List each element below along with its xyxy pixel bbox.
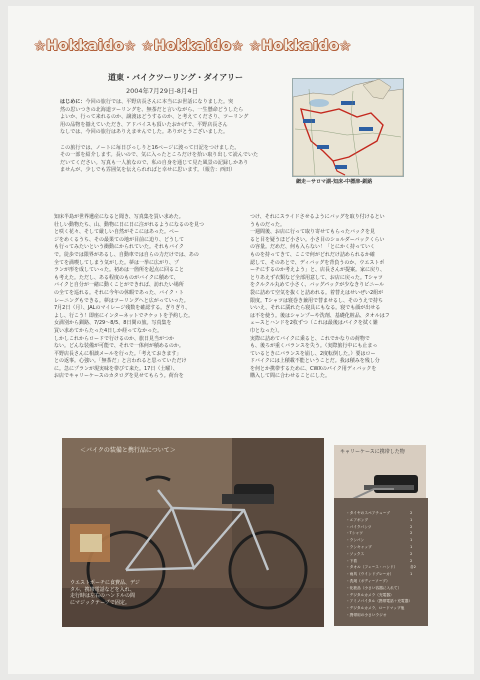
text-line: とりあえず衣類など全部用意して、お店に戻った。Tシャツ [250,274,383,281]
text-line: ジをめくるうち、その最果ての地が目前に迫り、どうして [54,236,185,243]
text-line: お店でキャリーケースのカタログを見せてもらう。荷台を [54,373,184,380]
text-line: に。急にプランが現実味を帯びて来た。17日（土曜）、 [54,365,178,372]
right-column [250,214,432,381]
item-qty: 1 [410,545,413,549]
text-line: も考えた。ただし、ある程度のものがバイクに積めて、 [54,274,179,281]
left-column [54,214,236,381]
text-line: は不を使う。後はシャンプーや洗剤、基礎化粧品、タオルはフ [250,312,390,319]
text-line: つけ、それにスライドさせるようにバッグを取り付けるとい [250,214,385,220]
text-line: 全てを満喫してしまう気がした。夢は一挙に広がり、プ [54,259,180,266]
text-line: を何とか携帯するために、CWXのパイク用ディバックを [250,365,377,372]
text-line: ると目を疑うほど小さい。小さ目のショルダーバックくらい [250,236,385,243]
item-name: ・Tシャツ [346,531,363,536]
diary-date: 2004年7月29日-8月4日 [126,87,199,95]
text-line: も、後ろが重くバランスを失う。（実際旅行中にも止まっ [250,343,378,350]
intro-line: はじめに：今回の旅行では、平野店長さんに本当にお世話になりました。突 [60,99,234,105]
text-line: ない。どんな装備が可能で、それで一体何が積めるのか。 [54,343,184,350]
text-line: をクルクル丸めて小さく、バッグパックが少なきりビニール [250,282,385,289]
item-qty: 各2 [410,565,417,570]
signature: （報告：西田） [202,167,236,174]
text-line: 女満別から釧路、7/29〜8/5、8日間の旅。写真集を [54,320,172,327]
route-map [292,78,404,177]
item-qty: 2 [410,524,413,529]
case-label: キャリーケースに携帯した物 [340,449,405,455]
item-qty: 2 [410,558,413,563]
text-line: ているときにバランスを崩し、2度転倒した。）要はロー [250,350,376,357]
star-icon: ☆ [249,39,262,54]
text-line: 平野店長さんに相談メールを行った。「考えておきます」 [54,350,182,357]
star-icon: ☆ [339,39,352,54]
item-name: ・タオル（フェース・ハンド） [346,565,398,570]
item-name: ・デジタルカメラ（充電器） [346,592,394,597]
item-name: ・タイヤのスペアチューブ [346,511,390,515]
banner-word-1: Hokkaido [46,38,124,54]
text-line: よし、行こう！即座にインターネットでチケットを予約した。 [54,312,194,319]
intro-line: 然の思いつきの北海道ツーリングを、無茶だと言いながら、一生懸命どうしたら [60,106,244,113]
text-line: バイクと自分が一緒に動くことができれば、訪れたい場所 [54,282,184,289]
item-qty: 1 [410,538,413,543]
text-line: レーニングもできる。夢はツーリングへと広がっていった。 [54,297,189,304]
star-icon: ☆ [141,39,154,54]
route-map-graphic [293,79,403,176]
text-line: 実際に詰めてバイクに乗ると、これでかなりの荷物で [250,335,370,342]
text-line: の容量。だめだ、何も入らない！「とにかく持っていく [250,244,376,251]
intro-line: 用の品物を揃えていただき、アドバイスも頂いたおかげで、平野店長さん [60,121,228,128]
map-caption: 網走－サロマ湖-知床-中標津-釧路 [296,179,373,185]
item-name: ・洗剤（ボディーソープ） [346,579,390,583]
item-name: ・エアポンプ [346,517,369,522]
item-name: ・アミノバイタル（携帯電話＋充電器） [346,599,413,604]
text-line: の全てを巡れる。それに今年の休暇であった、バイク・ト [54,289,184,296]
text-line: ドバイクには上積載不能ということだ。我は積みを残し分 [250,358,380,365]
item-qty: 2 [410,531,413,536]
diary-title: 道東・バイクツーリング・ダイアリー [108,73,243,82]
item-qty: 1 [410,572,413,577]
intro-line: だいてください。写真も一人旅なので、私の自身を通じて見た風景の記録しかあり [60,159,249,166]
intro-line: その一部を紹介します。長いので、気に入ったところだけを拾い取り出して読んでいた [60,152,259,159]
text-line: ランが形を成していった。初めは一箇所を起点に回ること [54,267,185,274]
star-icon: ☆ [231,39,244,54]
text-line: 7月2日（月）、JALのマイレージ残数を確認する。ぎりぎり、 [54,305,191,312]
item-qty: 2 [410,551,413,556]
intro-lead: はじめに： [60,99,86,105]
intro-text [60,99,290,175]
text-line: ェースとハンドを2枚ずつ（これは最後はパイクを拭く雑 [250,320,378,327]
item-name: ・下着 [346,558,358,563]
banner-word-2: Hokkaido [153,38,232,54]
item-name: ・携帯用の小さいラジオ [346,613,387,617]
intro-line: ませんが、少しでも雰囲気を伝えられればと幸せに思います。（報告：西田） [60,167,236,174]
text-line: ものを持ってきて、ここで何がどれだけ詰められるか確 [250,251,375,258]
text-line: 巾となった）。 [250,327,283,334]
item-name: ・パイクパンツ [346,524,372,529]
text-line: 壮しい動物たち、山、動物に日に日に注がれるようになるのを見つ [54,221,205,228]
hokkaido-banner [34,38,444,58]
star-icon: ☆ [124,39,137,54]
item-qty: 2 [410,511,413,515]
text-line: も行ってみたいという衝動にかられていた。それもバイク [54,244,184,251]
item-name: ・ランキャップ [346,545,372,549]
text-line: との返事。心強い。「無茶だ」と言われると思っていただけ [54,358,187,365]
text-line: 袋に詰めて空気を抜くと詰めれる。着替えはせいぜい2組が [250,289,384,296]
photo-caption: ウエストポーチに食費品、デジ タル、携帯電話などを入れ、 走行時は左右のハンドルの間 にマジックテープで固定。 [70,580,140,606]
text-line: と咲く花々、そして厳しい自然がそこにはあった。ペー [54,229,179,236]
item-name: ・デジタルカメラ、ロードマップ他 [346,606,405,611]
text-line: 認して、そのあとで、ディバッグを背負うのか、ウエストポ [250,259,385,266]
text-line: 購入して間に合わせることにした。 [250,373,331,380]
banner-word-3: Hokkaido [261,38,340,54]
item-name: ・化粧品（小さい容器に入れて） [346,585,402,590]
text-line: 限度。Tシャツは寝巻き兼用で替ませるし、そのうえで持ち [250,297,383,304]
text-line: で。徒歩では限界があるし、自動車では自らの力だけでは、あの [54,251,199,258]
item-name: ・ランパン [346,538,365,543]
text-line: 一週間後、お店に行って取り寄せてもらったバックを見 [250,229,376,236]
intro-line: この旅行では、ノートに毎日びっしりと16ページに渡って日記をつけました。 [60,144,240,151]
item-name: ・ソックス [346,551,365,556]
text-line: しかしこれからロードで行けるのか、旅日見当がつか [54,335,175,342]
item-qty: 1 [410,517,413,522]
intro-line: よいか、行って来れるのか、譲渡はどうするのか、と考えてくださり、ツーリング [60,114,249,121]
text-line: 買い求めてからたった4日しか経ってなかった。 [54,327,163,334]
photo-label: ＜バイクの装備と携行品について＞ [80,447,176,454]
intro-line: なしでは、今回の旅行はありえませんでした。ありがとうございました。 [60,129,229,136]
item-name: ・雨具（ウインドブレーカ） [346,572,394,577]
star-icon: ☆ [34,39,47,54]
text-line: 知床半島が世界遺産になると聞き、写真集を買い求めた。 [54,214,184,220]
text-line: ーチにするのか考えよう」と、店長さんが提案。家に戻り、 [250,267,386,274]
text-line: うものだった。 [250,221,286,228]
text-line: いいえ、それに濡れたら寝具にもなる。寝でも顔が出せる [250,305,381,312]
